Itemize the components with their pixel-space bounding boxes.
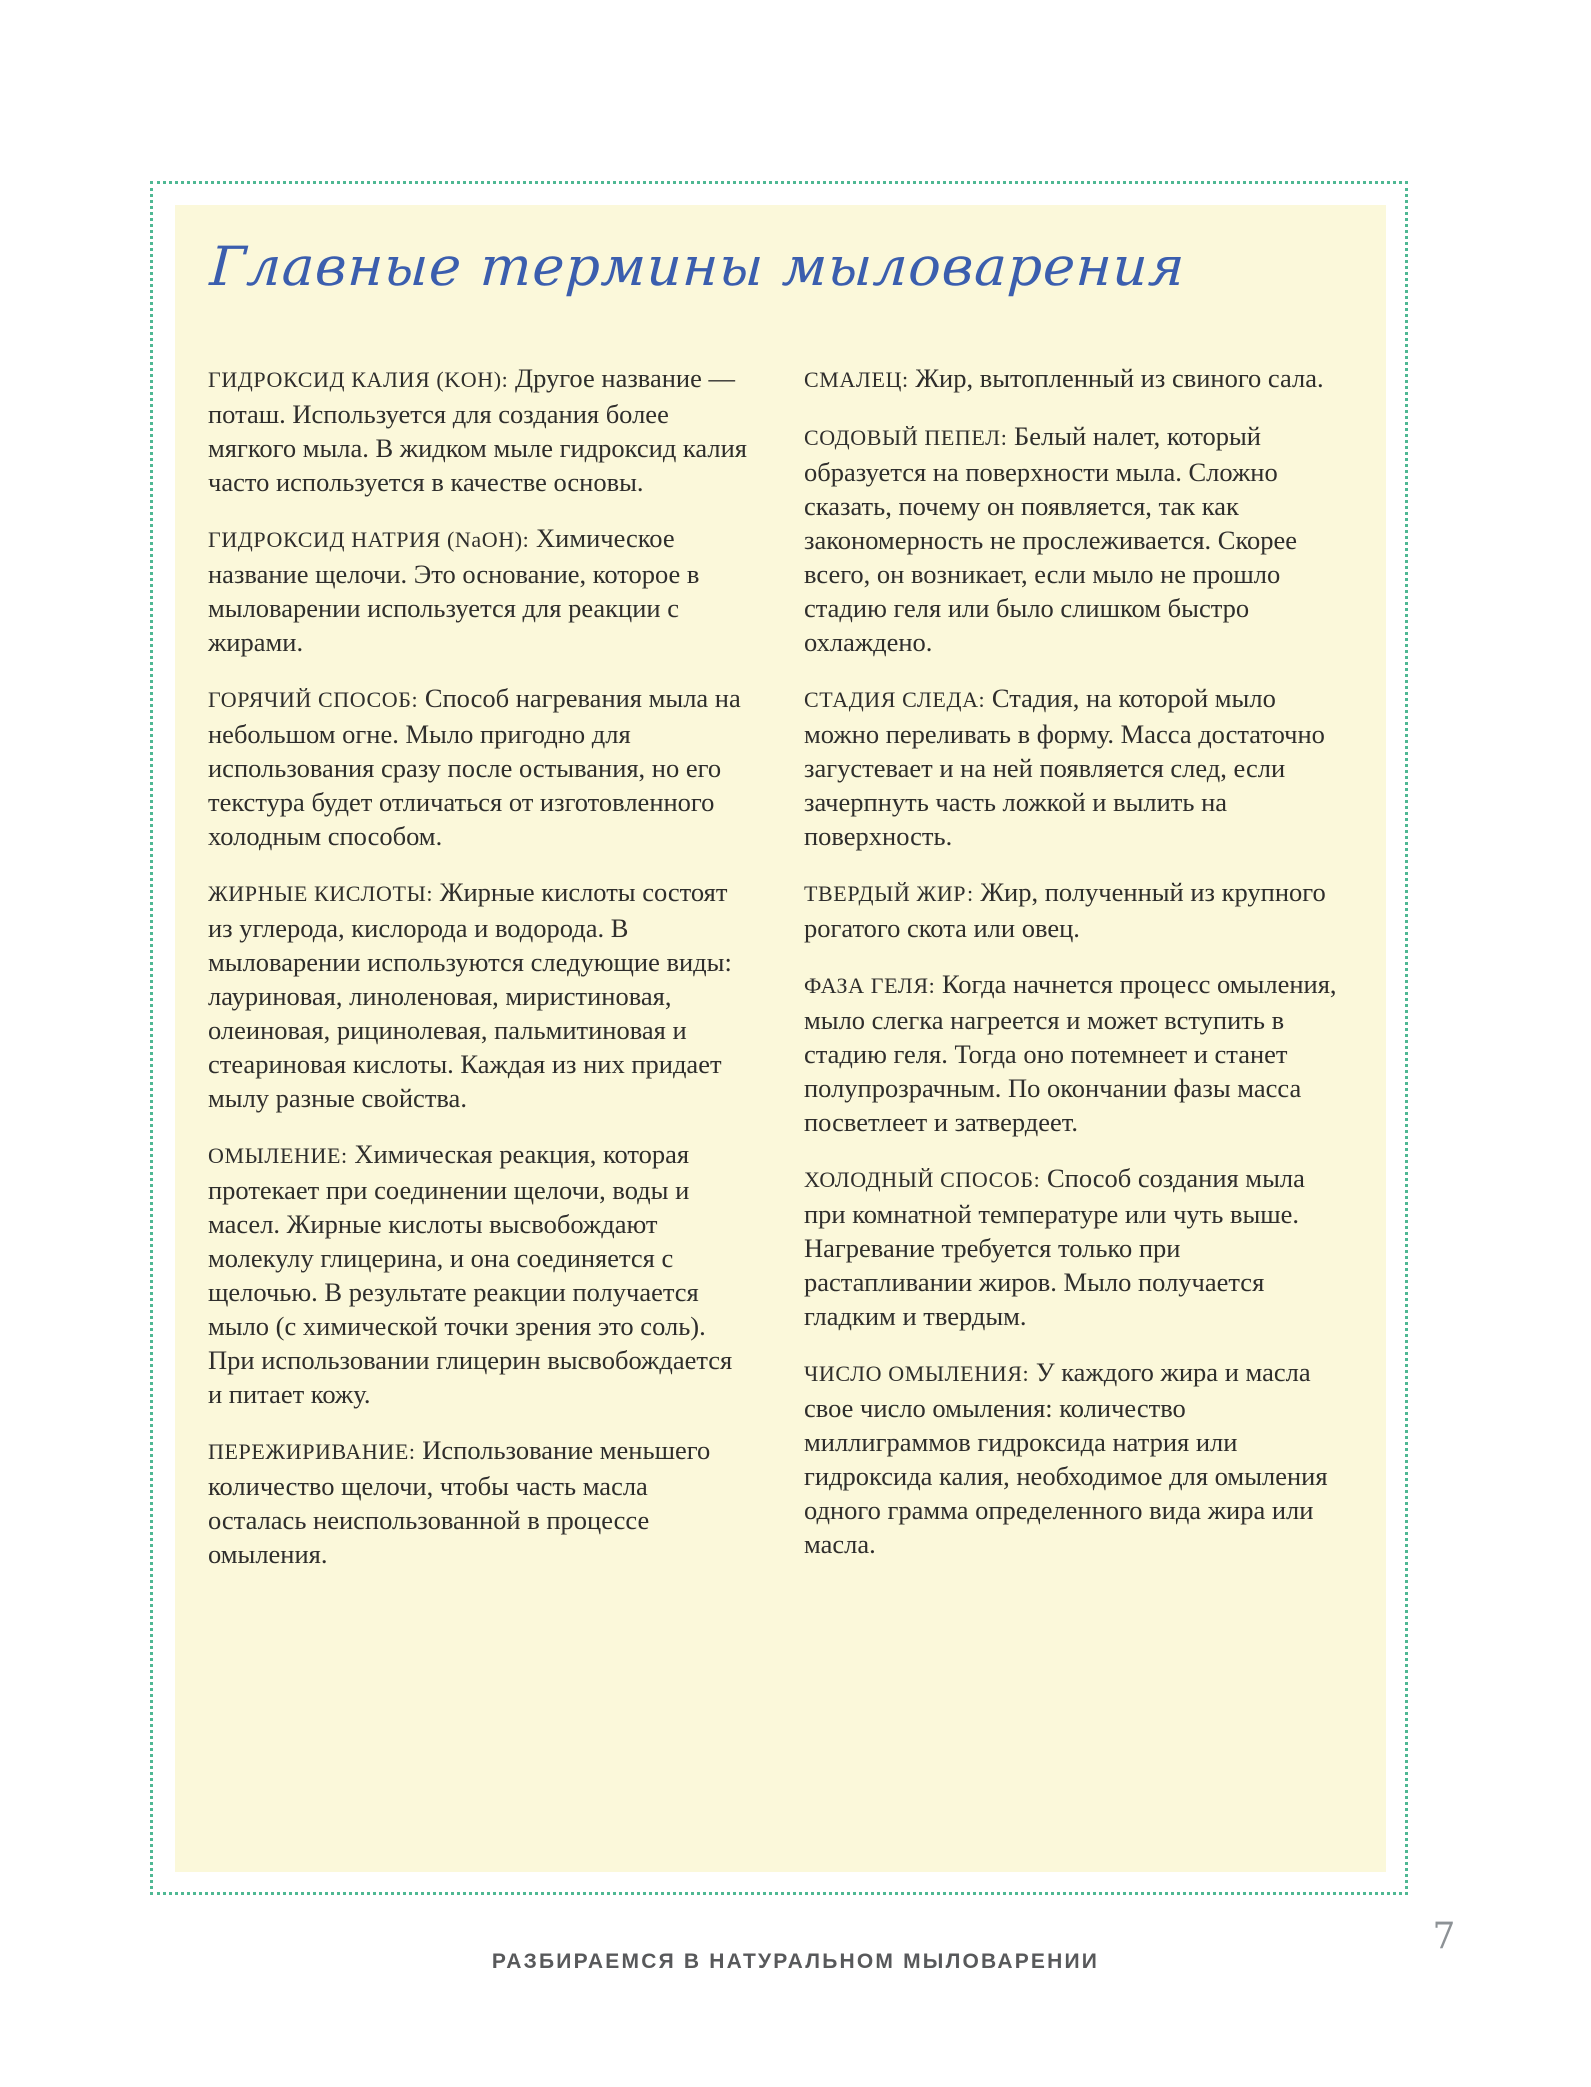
term-label: ТВЕРДЫЙ ЖИР: bbox=[804, 881, 974, 906]
term-label: ЧИСЛО ОМЫЛЕНИЯ: bbox=[804, 1361, 1030, 1386]
term-label: ОМЫЛЕНИЕ: bbox=[208, 1143, 348, 1168]
definition-text: Способ нагревания мыла на небольшом огне. Мыло пригодно для использования сразу после остывания, но его текстура будет отличаться от изготовленного холодным способом. bbox=[208, 683, 741, 851]
definition-text: Жирные кислоты состоят из углерода, кислорода и водорода. В мыловарении используются следующие виды: лауриновая, линоленовая, миристиновая, олеиновая, рицинолевая, пальмитиновая и стеариновая кислоты. Каждая из них придает мылу разные свойства. bbox=[208, 877, 732, 1113]
definition-text: Использование меньшего количество щелочи, чтобы часть масла осталась неиспользованной в процессе омыления. bbox=[208, 1435, 711, 1569]
definitions-columns bbox=[208, 361, 1344, 1593]
definition-paragraph bbox=[804, 1355, 1344, 1561]
term-label: ФАЗА ГЕЛЯ: bbox=[804, 973, 936, 998]
definition-paragraph bbox=[804, 361, 1344, 397]
definitions-left-column bbox=[208, 361, 748, 1593]
definition-text: Другое название — поташ. Используется для создания более мягкого мыла. В жидком мыле гидроксид калия часто используется в качестве основы. bbox=[208, 363, 747, 497]
definition-text: Химическая реакция, которая протекает при соединении щелочи, воды и масел. Жирные кислоты высвобождают молекулу глицерина, и она соединяется с щелочью. В результате реакции получается мыло (с химической точки зрения это соль). При использовании глицерин высвобождается и питает кожу. bbox=[208, 1139, 733, 1409]
definition-text: У каждого жира и масла свое число омыления: количество миллиграммов гидроксида натрия или гидроксида калия, необходимое для омыления одного грамма определенного вида жира или масла. bbox=[804, 1357, 1328, 1559]
term-label: ГИДРОКСИД КАЛИЯ (KOH): bbox=[208, 367, 509, 392]
term-label: СТАДИЯ СЛЕДА: bbox=[804, 687, 986, 712]
definition-paragraph bbox=[804, 419, 1344, 659]
definition-text: Способ создания мыла при комнатной температуре или чуть выше. Нагревание требуется только при растапливании жиров. Мыло получается гладким и твердым. bbox=[804, 1163, 1305, 1331]
definition-text: Стадия, на которой мыло можно переливать в форму. Масса достаточно загустевает и на ней появляется след, если зачерпнуть часть ложкой и вылить на поверхность. bbox=[804, 683, 1325, 851]
page-title: Главные термины мыловарения bbox=[208, 235, 1187, 298]
content-panel bbox=[175, 205, 1386, 1872]
term-label: СМАЛЕЦ: bbox=[804, 367, 909, 392]
definition-paragraph bbox=[804, 1161, 1344, 1333]
page-number: 7 bbox=[1432, 1916, 1456, 1957]
definition-paragraph bbox=[208, 681, 748, 853]
definition-text: Когда начнется процесс омыления, мыло слегка нагреется и может вступить в стадию геля. Тогда оно потемнеет и станет полупрозрачным. По окончании фазы масса посветлеет и затвердеет. bbox=[804, 969, 1337, 1137]
definition-paragraph bbox=[208, 361, 748, 499]
running-footer: РАЗБИРАЕМСЯ В НАТУРАЛЬНОМ МЫЛОВАРЕНИИ bbox=[491, 1950, 1100, 1973]
definition-paragraph bbox=[208, 1433, 748, 1571]
term-label: ГОРЯЧИЙ СПОСОБ: bbox=[208, 687, 419, 712]
definition-paragraph bbox=[804, 875, 1344, 945]
definition-paragraph bbox=[208, 1137, 748, 1411]
term-label: ПЕРЕЖИРИВАНИЕ: bbox=[208, 1439, 416, 1464]
definition-paragraph bbox=[208, 875, 748, 1115]
definition-text: Жир, полученный из крупного рогатого скота или овец. bbox=[804, 877, 1326, 943]
definition-paragraph bbox=[804, 967, 1344, 1139]
term-label: ХОЛОДНЫЙ СПОСОБ: bbox=[804, 1167, 1041, 1192]
definition-text: Белый налет, который образуется на поверхности мыла. Сложно сказать, почему он появляется, так как закономерность не прослеживается. Скорее всего, он возникает, если мыло не прошло стадию геля или было слишком быстро охлаждено. bbox=[804, 421, 1298, 657]
term-label: СОДОВЫЙ ПЕПЕЛ: bbox=[804, 425, 1008, 450]
definition-paragraph bbox=[208, 521, 748, 659]
definition-text: Жир, вытопленный из свиного сала. bbox=[908, 363, 1324, 393]
definitions-right-column bbox=[804, 361, 1344, 1593]
term-label: ЖИРНЫЕ КИСЛОТЫ: bbox=[208, 881, 434, 906]
definition-paragraph bbox=[804, 681, 1344, 853]
definition-text: Химическое название щелочи. Это основание, которое в мыловарении используется для реакции с жирами. bbox=[208, 523, 700, 657]
term-label: ГИДРОКСИД НАТРИЯ (NaOH): bbox=[208, 527, 530, 552]
